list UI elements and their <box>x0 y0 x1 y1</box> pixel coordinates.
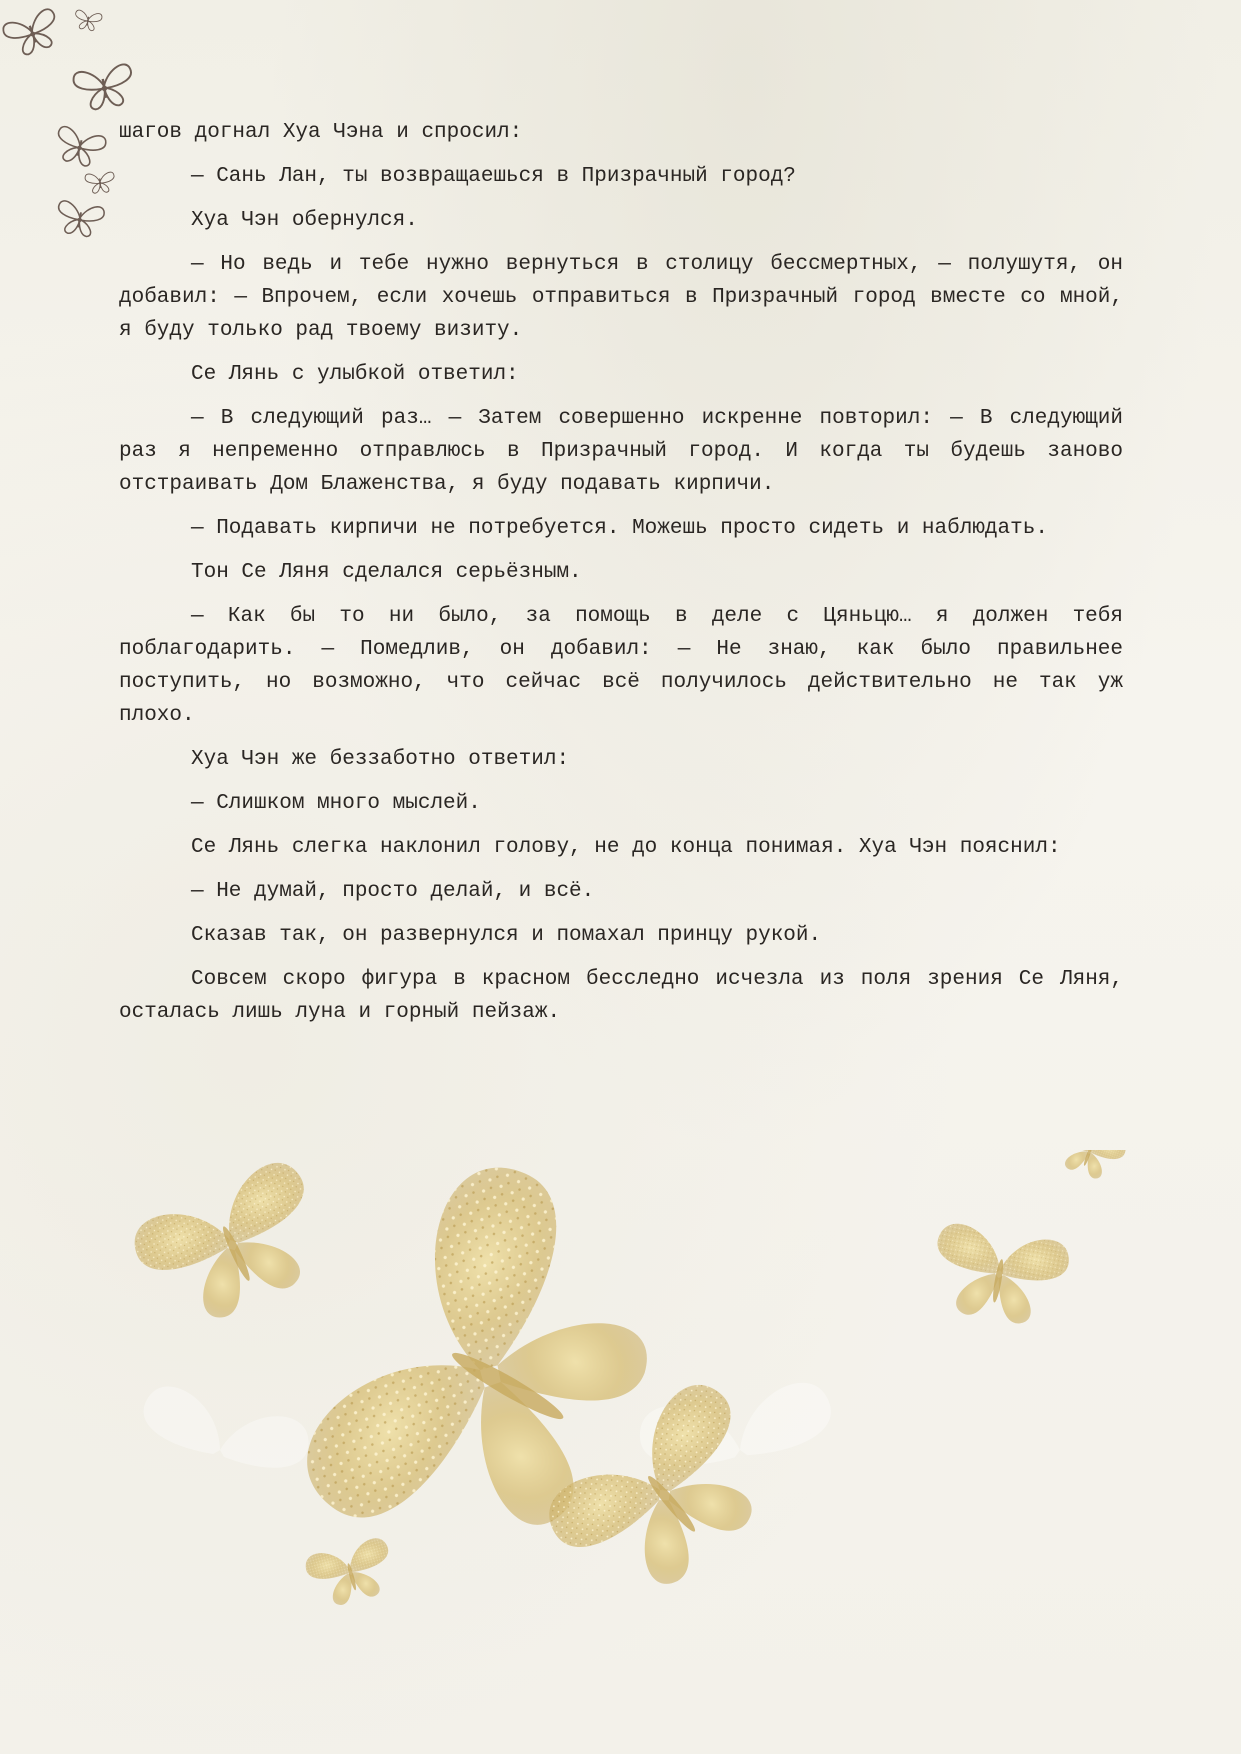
butterfly-icon <box>1 7 63 59</box>
butterfly-icon <box>926 1221 1072 1331</box>
paragraph: — Подавать кирпичи не потребуется. Можешь просто сидеть и наблюдать. <box>191 517 1048 540</box>
paragraph: — Сань Лан, ты возвращаешься в Призрачный город? <box>191 165 796 188</box>
paragraph: Тон Се Ляня сделался серьёзным. <box>191 561 582 584</box>
paragraph: Се Лянь слегка наклонил голову, не до конца понимая. Хуа Чэн пояснил: <box>191 836 1061 859</box>
butterfly-icon <box>1050 1150 1129 1185</box>
butterfly-icon <box>286 1150 701 1610</box>
paragraph: — Не думай, просто делай, и всё. <box>191 880 595 903</box>
paragraph: Сказав так, он развернулся и помахал принцу рукой. <box>191 924 822 947</box>
document-text <box>119 116 1123 1040</box>
butterfly-icon <box>73 10 102 32</box>
gold-butterflies <box>100 1150 1140 1670</box>
paragraph: шагов догнал Хуа Чэна и спросил: <box>119 121 523 144</box>
butterfly-icon <box>137 1381 315 1479</box>
butterfly-icon <box>52 125 107 169</box>
paragraph: — Слишком много мыслей. <box>191 792 481 815</box>
paragraph: Се Лянь с улыбкой ответил: <box>191 363 519 386</box>
butterfly-icon <box>126 1154 341 1340</box>
butterfly-icon <box>54 200 105 239</box>
butterfly-icon <box>85 172 116 194</box>
paragraph: — Но ведь и тебе нужно вернуться в столицу бессмертных, — полушутя, он добавил: — Впрочем, если хочешь отправиться в Призрачный город вместе со мной, я буду только рад твоему визиту. <box>119 253 1123 342</box>
paragraph: — В следующий раз… — Затем совершенно искренне повторил: — В следующий раз я непременно отправлюсь в Призрачный город. И когда ты будешь заново отстраивать Дом Блаженства, я буду подавать кирпичи. <box>119 407 1123 496</box>
butterfly-icon <box>72 63 136 112</box>
paragraph: Совсем скоро фигура в красном бесследно исчезла из поля зрения Се Ляня, осталась лишь луна и горный пейзаж. <box>119 968 1123 1024</box>
paragraph: Хуа Чэн же беззаботно ответил: <box>191 748 570 771</box>
paragraph: Хуа Чэн обернулся. <box>191 209 418 232</box>
butterfly-icon <box>303 1535 399 1611</box>
paragraph: — Как бы то ни было, за помощь в деле с Цяньцю… я должен тебя поблагодарить. — Помедлив, он добавил: — Не знаю, как было правильнее поступить, но возможно, что сейчас всё получилось действительно не так уж плохо. <box>119 605 1123 727</box>
